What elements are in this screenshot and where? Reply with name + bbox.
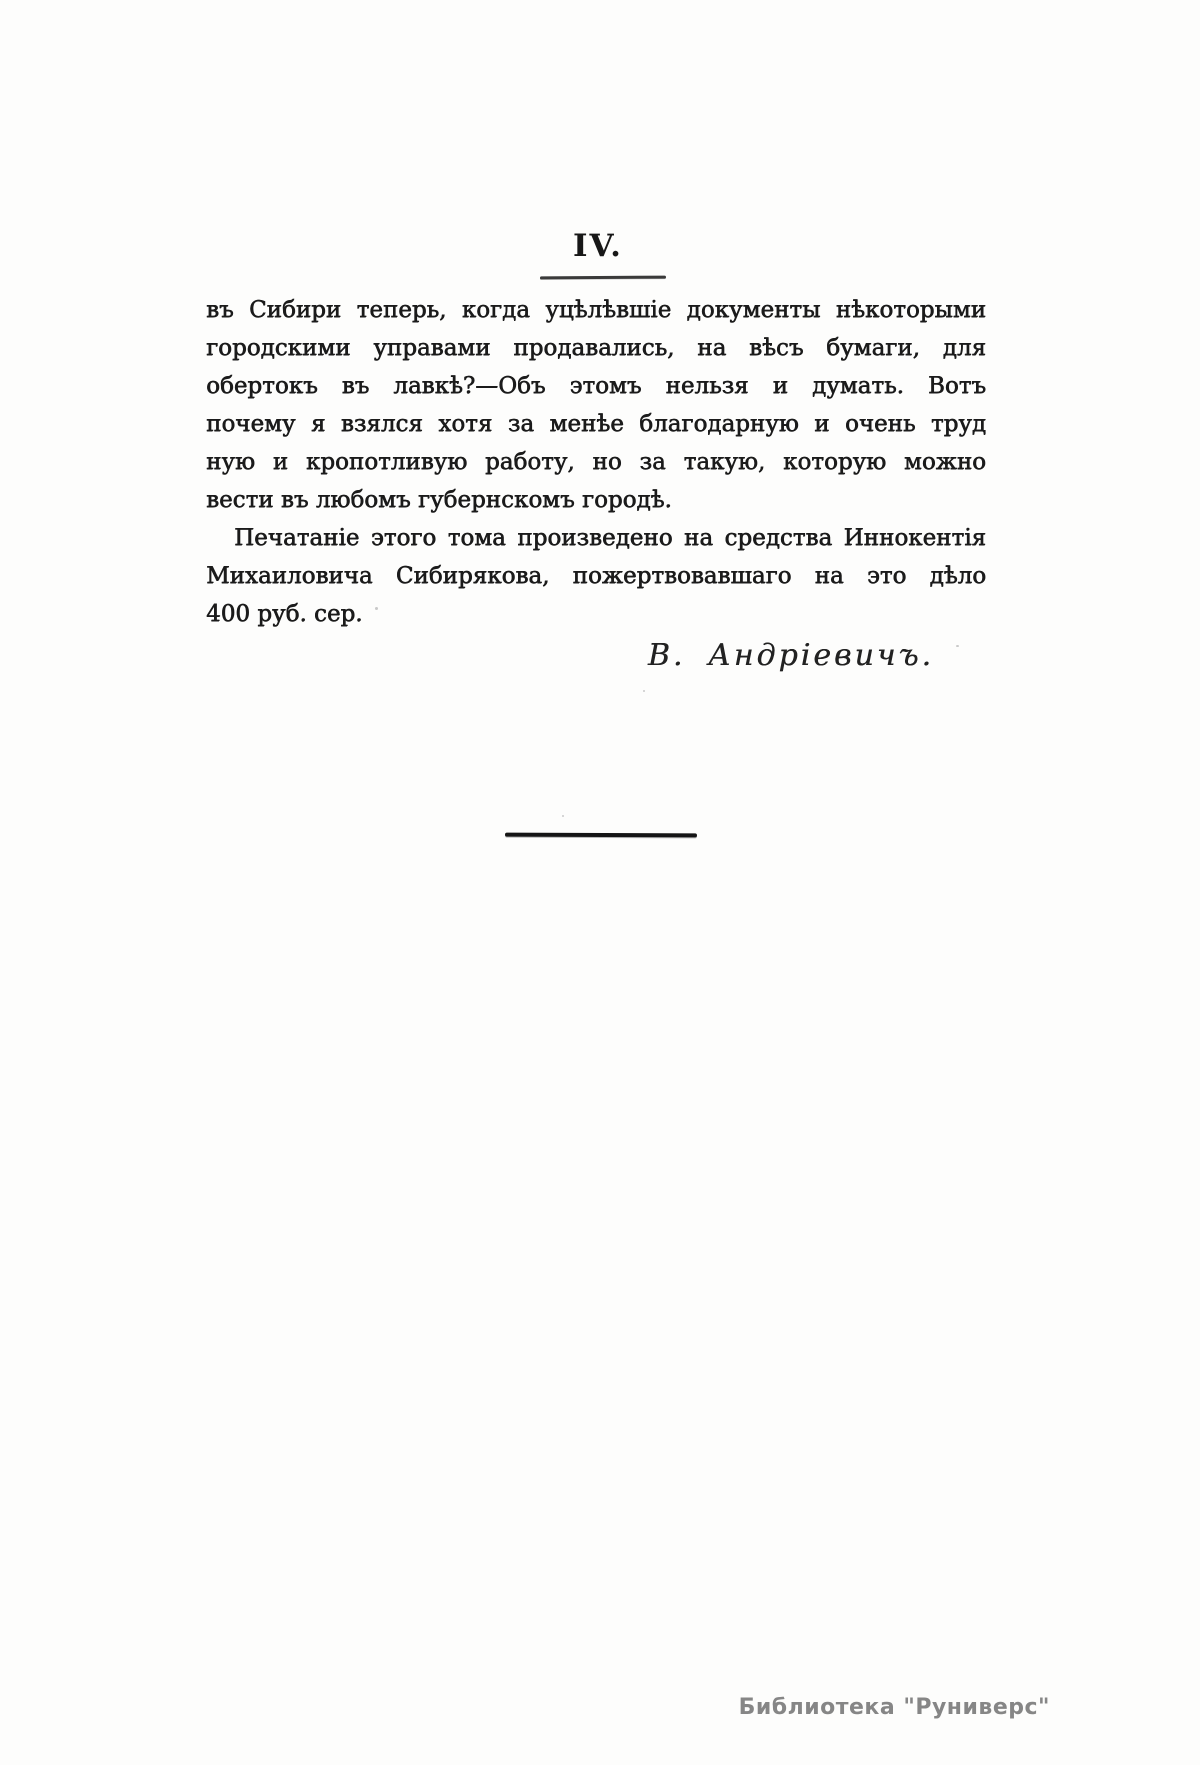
text-line: въ Сибири теперь, когда уцѣлѣвшіе документы нѣкоторыми <box>206 297 986 323</box>
text-line: Печатаніе этого тома произведено на средства Иннокентія <box>234 525 986 551</box>
page-number-underline <box>540 276 666 280</box>
library-watermark: Библиотека "Руниверс" <box>738 1695 1050 1720</box>
text-line: 400 руб. сер. <box>206 601 363 627</box>
scan-speck <box>375 607 378 610</box>
body-text <box>206 291 986 633</box>
text-line: ную и кропотливую работу, но за такую, которую можно <box>206 449 986 475</box>
scan-speck <box>956 645 959 647</box>
text-line: Михаиловича Сибирякова, пожертвовавшаго на это дѣло <box>206 563 986 589</box>
text-line: вести въ любомъ губернскомъ городѣ. <box>206 487 672 513</box>
scan-speck <box>562 815 564 817</box>
section-divider-rule <box>505 833 697 838</box>
text-line: обертокъ въ лавкѣ?—Объ этомъ нельзя и думать. Вотъ <box>206 373 986 399</box>
text-line: городскими управами продавались, на вѣсъ бумаги, для <box>206 335 986 361</box>
scan-speck <box>643 690 645 692</box>
page-number: IV. <box>573 228 623 264</box>
text-line: почему я взялся хотя за менѣе благодарную и очень труд <box>206 411 986 437</box>
author-signature: В. Андріевичъ. <box>647 638 934 673</box>
